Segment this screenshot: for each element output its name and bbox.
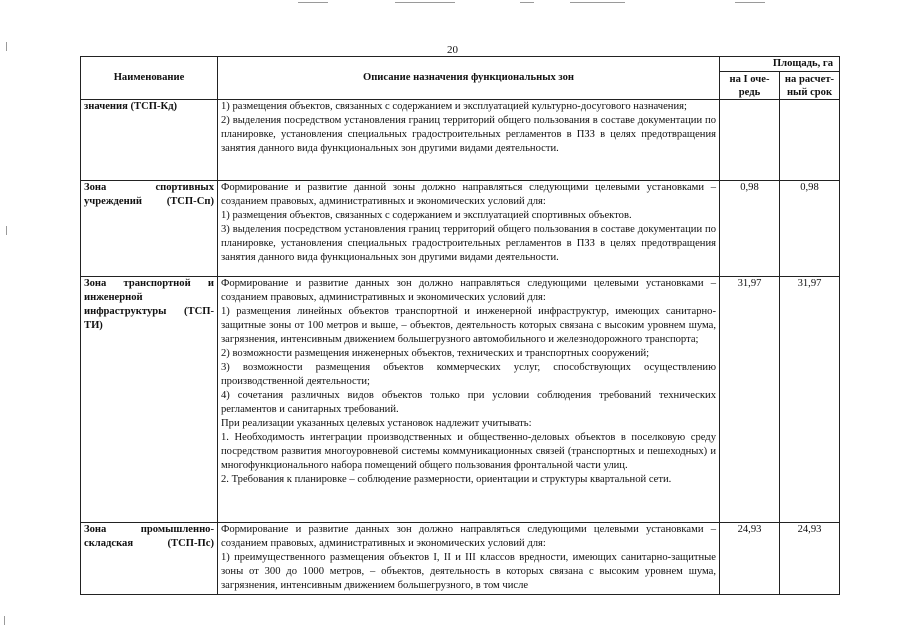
first-stage-area: 0,98 (720, 181, 780, 277)
description-paragraph: 1) размещения линейных объектов транспортной и инженерной инфраструктур, имеющих санитарно-защитные зоны от 100 метров и выше, – объектов, деятельность которых связана с высоким уровнем шума, загрязнения, интенсивным движением большегрузного автомобильного и железнодорожного транспорта; (221, 306, 716, 345)
scan-artifact (6, 42, 7, 51)
zone-description-cell (218, 100, 720, 181)
design-period-area: 24,93 (780, 523, 840, 595)
header-area (720, 57, 840, 72)
zone-name: значения (ТСП-Кд) (84, 101, 178, 112)
first-stage-area: 31,97 (720, 277, 780, 523)
table-row (81, 100, 840, 181)
zone-description-cell (218, 523, 720, 595)
description-paragraph: Формирование и развитие данных зон должно направляться следующими целевыми установками – созданием правовых, административных и экономических условий для: (221, 278, 716, 303)
design-period-area: 31,97 (780, 277, 840, 523)
description-paragraph: 2. Требования к планировке – соблюдение размерности, ориентации и структуры квартальной сети. (221, 474, 672, 485)
description-paragraph: 4) сочетания различных видов объектов только при условии соблюдения требований технических регламентов и санитарных требований. (221, 390, 716, 415)
zone-name-cell (81, 523, 218, 595)
scan-artifact (520, 2, 534, 3)
zone-name-cell (81, 277, 218, 523)
zone-description-cell (218, 277, 720, 523)
header-name: Наименование (81, 57, 218, 100)
scan-artifact (570, 2, 625, 3)
header-design-period-label: на расчет- ный срок (784, 73, 835, 98)
header-design-period (780, 72, 840, 100)
description-paragraph: При реализации указанных целевых установок надлежит учитывать: (221, 418, 532, 429)
scan-artifact (735, 2, 765, 3)
scan-artifact (4, 616, 5, 625)
description-paragraph: 2) выделения посредством установления границ территорий общего пользования в составе документации по планировке, установления специальных градостроительных регламентов в ПЗЗ в целях предотвращения занятия данного вида функциональных зон другими видами деятельности. (221, 115, 716, 154)
table-row (81, 277, 840, 523)
design-period-area (780, 100, 840, 181)
table-row (81, 181, 840, 277)
description-paragraph: 3) выделения посредством установления границ территорий общего пользования в составе документации по планировке, установления специальных градостроительных регламентов в ПЗЗ в целях предотвращения занятия данного вида функциональных зон другими видами деятельности. (221, 224, 716, 263)
zone-name-cell (81, 181, 218, 277)
zone-name-cell (81, 100, 218, 181)
description-paragraph: 3) возможности размещения объектов коммерческих услуг, способствующих осуществлению производственной деятельности; (221, 362, 716, 387)
header-description: Описание назначения функциональных зон (218, 57, 720, 100)
table-row (81, 523, 840, 595)
first-stage-area (720, 100, 780, 181)
zones-table (80, 56, 840, 595)
scan-artifact (298, 2, 328, 3)
header-area-label: Площадь, га (772, 58, 833, 69)
description-paragraph: 2) возможности размещения инженерных объектов, технических и транспортных сооружений; (221, 348, 650, 359)
first-stage-area: 24,93 (720, 523, 780, 595)
scan-artifact (395, 2, 455, 3)
description-paragraph: Формирование и развитие данных зон должно направляться следующими целевыми установками – созданием правовых, административных и экономических условий для: (221, 524, 716, 549)
zone-name: Зона промышленно-складская (ТСП-Пс) (84, 524, 214, 549)
description-paragraph: 1) размещения объектов, связанных с содержанием и эксплуатацией спортивных объектов. (221, 210, 632, 221)
scan-artifact (6, 226, 7, 235)
design-period-area: 0,98 (780, 181, 840, 277)
description-paragraph: 1. Необходимость интеграции производственных и общественно-деловых объектов в поселковую среду посредством развития многоуровневой системы коммуникационных связей (транспортных и пешеходных) и многофункционального набора помещений общего пользования фронтальной части улиц. (221, 432, 716, 471)
page-number: 20 (447, 44, 458, 56)
description-paragraph: 1) преимущественного размещения объектов I, II и III классов вредности, имеющих санитарно-защитные зоны от 300 до 1000 метров, – объектов, деятельность в которых связана с высоким уровнем шума, загрязнения, интенсивным движением большегрузного, в том числе (221, 552, 716, 591)
description-paragraph: 1) размещения объектов, связанных с содержанием и эксплуатацией культурно-досугового назначения; (221, 101, 687, 112)
zone-description-cell (218, 181, 720, 277)
header-first-stage (720, 72, 780, 100)
description-paragraph: Формирование и развитие данной зоны должно направляться следующими целевыми установками – созданием правовых, административных и экономических условий для: (221, 182, 716, 207)
zone-name: Зона спортивных учреждений (ТСП-Сп) (84, 182, 214, 207)
zone-name: Зона транспортной и инженерной инфраструктуры (ТСП-ТИ) (84, 278, 214, 331)
header-first-stage-label: на I оче- редь (729, 73, 770, 98)
